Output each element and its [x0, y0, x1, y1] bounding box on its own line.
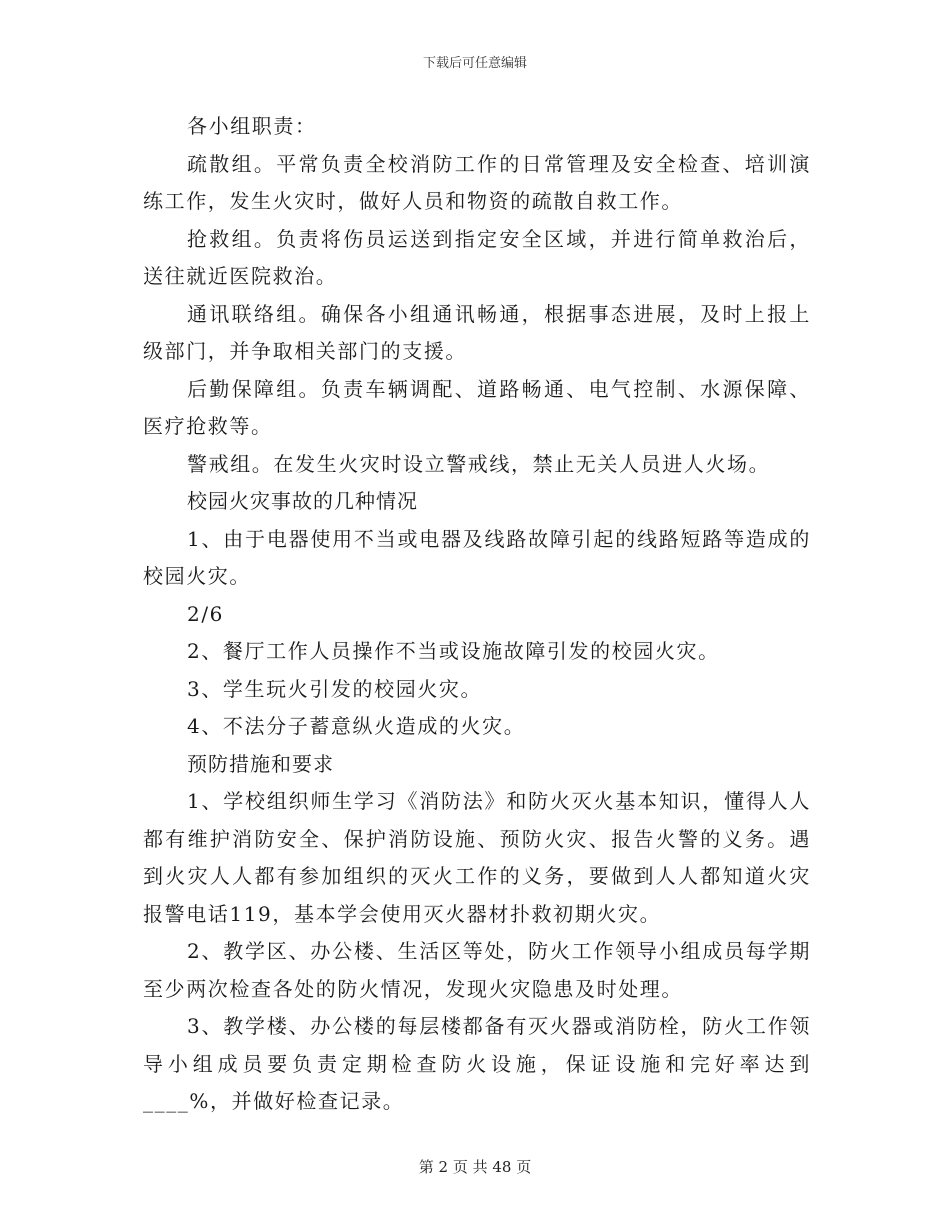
- paragraph-situation-4: 4、不法分子蓄意纵火造成的火灾。: [187, 714, 526, 738]
- page-header-note: 下载后可任意编辑: [422, 56, 527, 71]
- section-heading-fire-situations: 校园火灾事故的几种情况: [187, 489, 418, 513]
- paragraph-situation-2: 2、餐厅工作人员操作不当或设施故障引发的校园火灾。: [187, 639, 720, 663]
- paragraph-guard-group: 警戒组。在发生火灾时设立警戒线，禁止无关人员进人火场。: [187, 451, 771, 476]
- paragraph-logistics-group: 后勤保障组。负责车辆调配、道路畅通、电气控制、水源保障、医疗抢救等。: [143, 376, 811, 438]
- paragraph-prevention-2: 2、教学区、办公楼、生活区等处，防火工作领导小组成员每学期至少两次检查各处的防火情况，发现火灾隐患及时处理。: [143, 939, 811, 1001]
- paragraph-prevention-3: 3、教学楼、办公楼的每层楼都备有灭火器或消防栓，防火工作领导小组成员要负责定期检查防火设施，保证设施和完好率达到____%，并做好检查记录。: [143, 1014, 811, 1113]
- inline-page-marker: 2/6: [187, 601, 224, 626]
- section-heading-prevention: 预防措施和要求: [187, 751, 334, 776]
- paragraph-communication-group: 通讯联络组。确保各小组通讯畅通，根据事态进展，及时上报上级部门，并争取相关部门的支援。: [143, 301, 811, 363]
- document-body: [143, 108, 811, 1121]
- paragraph-situation-1: 1、由于电器使用不当或电器及线路故障引起的线路短路等造成的校园火灾。: [143, 526, 811, 588]
- page-footer: 第 2 页 共 48 页: [418, 1158, 532, 1176]
- paragraph-evacuation-group: 疏散组。平常负责全校消防工作的日常管理及安全检查、培训演练工作，发生火灾时，做好人员和物资的疏散自救工作。: [143, 151, 811, 213]
- paragraph-prevention-1: 1、学校组织师生学习《消防法》和防火灭火基本知识，懂得人人都有维护消防安全、保护消防设施、预防火灾、报告火警的义务。遇到火灾人人都有参加组织的灭火工作的义务，要做到人人都知道火灾报警电话119，基本学会使用灭火器材扑救初期火灾。: [143, 789, 811, 926]
- paragraph-situation-3: 3、学生玩火引发的校园火灾。: [187, 676, 483, 701]
- paragraph-rescue-group: 抢救组。负责将伤员运送到指定安全区域，并进行简单救治后，送往就近医院救治。: [143, 226, 811, 288]
- paragraph-group-duties-title: 各小组职责：: [187, 114, 317, 138]
